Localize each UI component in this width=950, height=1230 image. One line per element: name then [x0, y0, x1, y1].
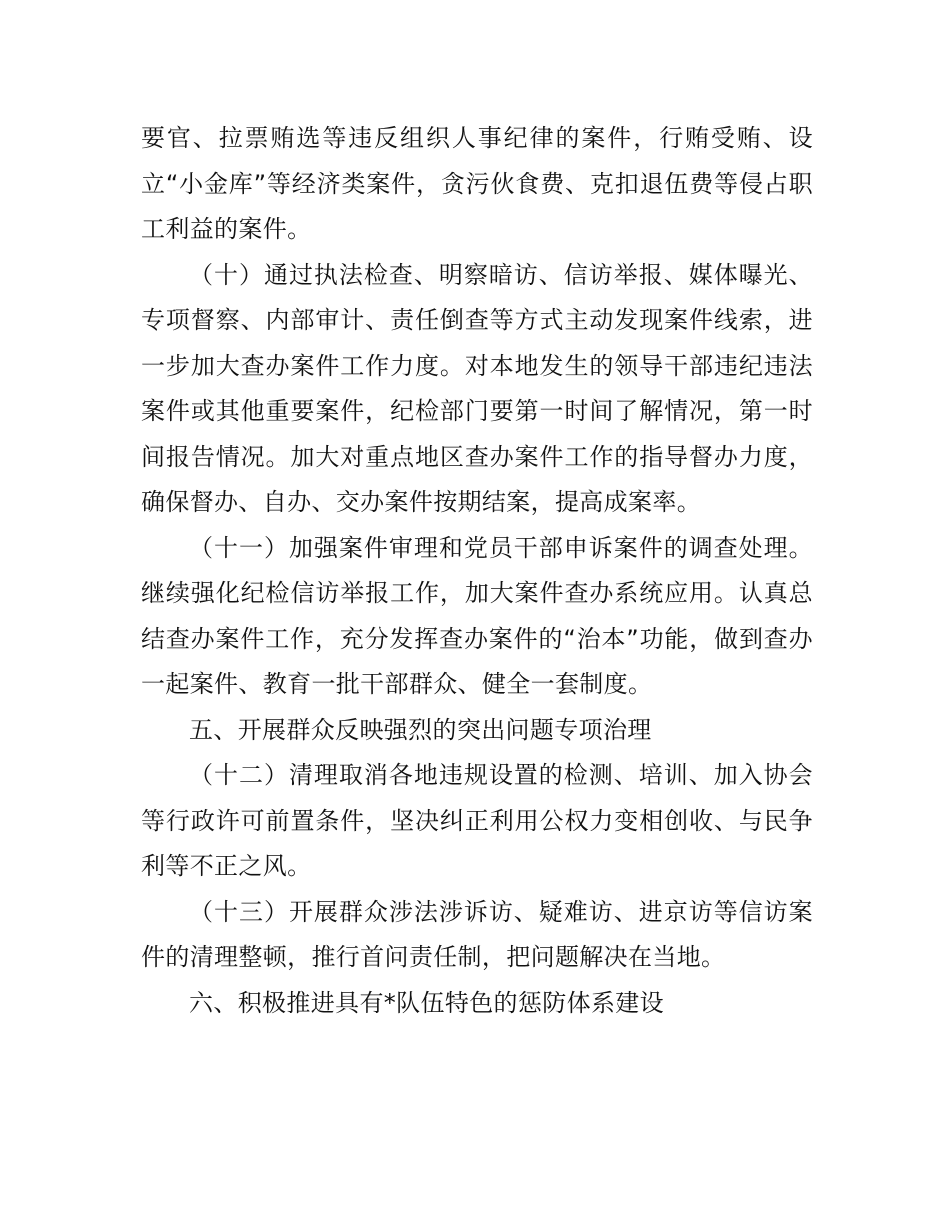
paragraph-continuation: 要官、拉票贿选等违反组织人事纪律的案件，行贿受贿、设立“小金库”等经济类案件，贪污伙食费、克扣退伍费等侵占职工利益的案件。: [141, 124, 813, 243]
paragraph-item-13: （十三）开展群众涉法涉诉访、疑难访、进京访等信访案件的清理整顿，推行首问责任制，把问题解决在当地。: [141, 897, 813, 971]
paragraph-item-12: （十二）清理取消各地违规设置的检测、培训、加入协会等行政许可前置条件，坚决纠正利用公权力变相创收、与民争利等不正之风。: [141, 761, 813, 880]
body-text: [141, 116, 813, 1026]
section-heading-5: 五、开展群众反映强烈的突出问题专项治理: [189, 715, 652, 744]
paragraph-item-10: （十）通过执法检查、明察暗访、信访举报、媒体曝光、专项督察、内部审计、责任倒查等方式主动发现案件线索，进一步加大查办案件工作力度。对本地发生的领导干部违纪违法案件或其他重要案件，纪检部门要第一时间了解情况，第一时间报告情况。加大对重点地区查办案件工作的指导督办力度，确保督办、自办、交办案件按期结案，提高成案率。: [141, 260, 813, 516]
section-heading-6: 六、积极推进具有*队伍特色的惩防体系建设: [189, 988, 664, 1017]
paragraph-item-11: （十一）加强案件审理和党员干部申诉案件的调查处理。继续强化纪检信访举报工作，加大案件查办系统应用。认真总结查办案件工作，充分发挥查办案件的“治本”功能，做到查办一起案件、教育一批干部群众、健全一套制度。: [141, 533, 813, 698]
